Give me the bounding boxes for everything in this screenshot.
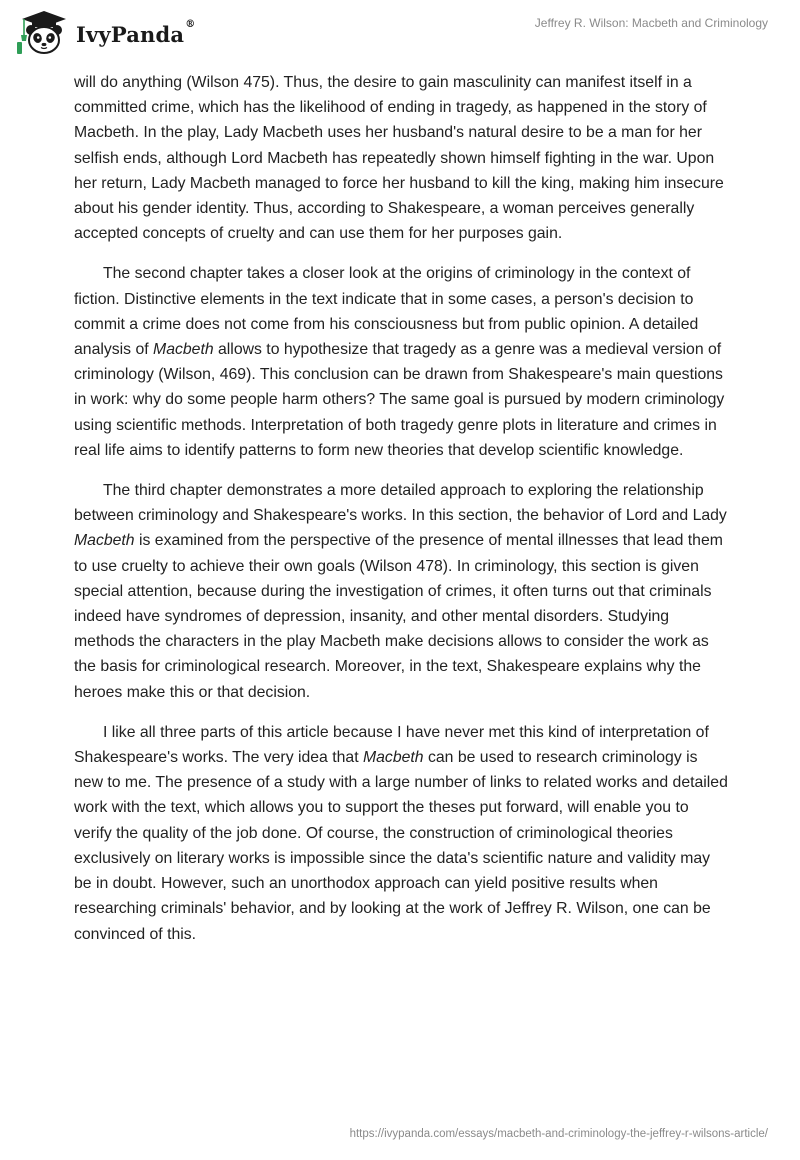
paragraph-1-text: will do anything (Wilson 475). Thus, the desire to gain masculinity can manifest itself in a committed crime, which has the likelihood of ending in tragedy, as happened in the story of Macbeth. In the play, Lady Macbeth uses her husband's natural desire to be a man for her selfish ends, although Lord Macbeth has repeatedly shown himself fighting in the war. Upon her return, Lady Macbeth managed to force her husband to kill the king, making him insecure about his gender identity. Thus, according to Shakespeare, a woman perceives generally accepted concepts of cruelty and can use them for her purposes gain. xyxy=(74,74,724,243)
paragraph-2 xyxy=(74,261,728,463)
paragraph-4-text-a: I like all three parts of this article because I have never met this kind of interpretation of Shakespeare's works. The very idea that xyxy=(74,723,709,767)
essay-body xyxy=(74,70,728,962)
paragraph-1 xyxy=(74,70,728,246)
paragraph-3-text-b: is examined from the perspective of the presence of mental illnesses that lead them to use cruelty to achieve their own goals (Wilson 478). In criminology, this section is given special attention, because during the investigation of crimes, it often turns out that criminals indeed have syndromes of depression, insanity, and other mental disorders. Studying methods the characters in the play Macbeth make decisions allows to consider the work as the basis for criminological research. Moreover, in the text, Shakespeare explains why the heroes make this or that decision. xyxy=(74,532,723,701)
paragraph-2-text-a: The second chapter takes a closer look at the origins of criminology in the context of fiction. Distinctive elements in the text indicate that in some cases, a person's decision to commit a crime does not come from his consciousness but from public opinion. A detailed analysis of xyxy=(74,265,699,359)
paragraph-4-text-b: can be used to research criminology is new to me. The presence of a study with a large number of links to related works and detailed work with the text, which allows you to support the theses put forward, will enable you to verify the quality of the job done. Of course, the construction of criminological theories exclusively on literary works is impossible since the data's scientific nature and validity may be in doubt. However, such an unorthodox approach can yield positive results when researching criminals' behavior, and by looking at the work of Jeffrey R. Wilson, one can be convinced of this. xyxy=(74,749,728,943)
macbeth-title-italic: Macbeth xyxy=(74,532,135,550)
ivypanda-logo[interactable] xyxy=(14,8,195,56)
brand-name: IvyPanda® xyxy=(76,18,196,47)
document-title: Jeffrey R. Wilson: Macbeth and Criminology xyxy=(534,16,768,30)
macbeth-title-italic: Macbeth xyxy=(362,749,424,767)
page-header xyxy=(0,0,800,64)
panda-graduate-icon xyxy=(14,8,70,56)
paragraph-2-text-b: allows to hypothesize that tragedy as a genre was a medieval version of criminology (Wilson, 469). This conclusion can be drawn from Shakespeare's main questions in work: why do some people harm others? The same goal is pursued by modern criminology using scientific methods. Interpretation of both tragedy genre plots in literature and crimes in real life aims to identify patterns to form new theories that develop scientific knowledge. xyxy=(74,341,725,459)
paragraph-3-text-a: The third chapter demonstrates a more detailed approach to exploring the relationship between criminology and Shakespeare's works. In this section, the behavior of Lord and Lady xyxy=(74,482,727,525)
paragraph-3 xyxy=(74,478,728,705)
macbeth-title-italic: Macbeth xyxy=(153,341,214,359)
source-url-link[interactable]: https://ivypanda.com/essays/macbeth-and-criminology-the-jeffrey-r-wilsons-article/ xyxy=(349,1128,768,1140)
paragraph-4 xyxy=(74,720,728,947)
registered-mark: ® xyxy=(185,18,196,30)
